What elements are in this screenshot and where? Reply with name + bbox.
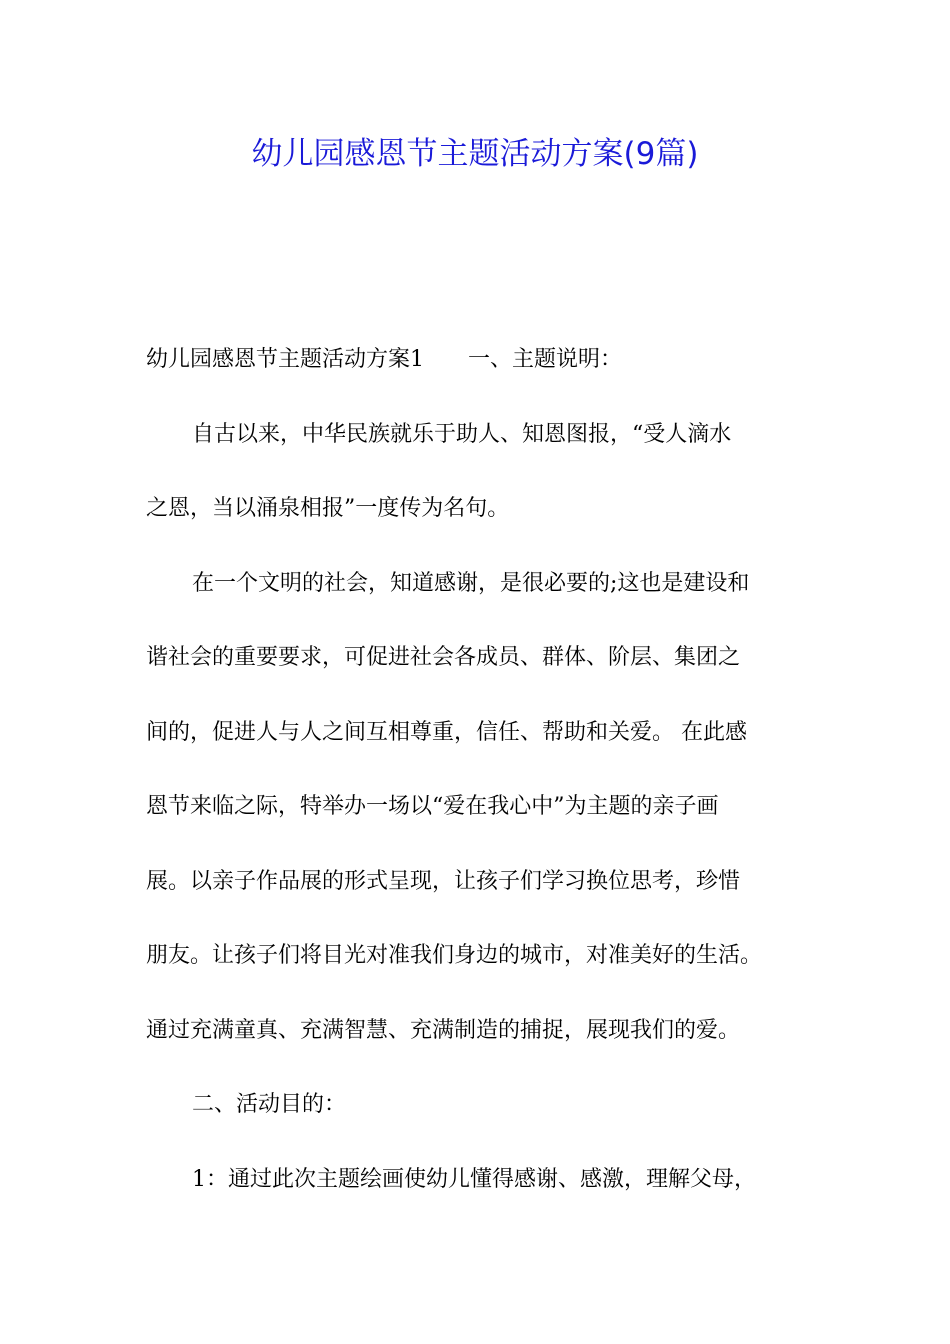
paragraph-line: 谐社会的重要要求，可促进社会各成员、群体、阶层、集团之 (146, 645, 741, 670)
paragraph-line: 恩节来临之际，特举办一场以“爱在我心中”为主题的亲子画 (146, 794, 719, 819)
subheading-theme: 一、主题说明： (468, 347, 623, 372)
document-body (146, 334, 836, 1228)
document-title: 幼儿园感恩节主题活动方案(9篇) (251, 136, 699, 172)
subheading-purpose: 二、活动目的： (192, 1092, 347, 1117)
paragraph-line: 展。以亲子作品展的形式呈现，让孩子们学习换位思考，珍惜 (146, 868, 741, 894)
section-heading-line (146, 334, 836, 385)
paragraph-line: 之恩，当以涌泉相报”一度传为名句。 (146, 496, 510, 521)
paragraph-line: 间的，促进人与人之间互相尊重，信任、帮助和关爱。 在此感 (146, 719, 747, 745)
section-heading: 幼儿园感恩节主题活动方案1 (146, 347, 424, 372)
paragraph-line: 自古以来，中华民族就乐于助人、知恩图报，“受人滴水 (192, 421, 732, 447)
list-item: 1：通过此次主题绘画使幼儿懂得感谢、感激，理解父母， (192, 1166, 756, 1192)
paragraph-line: 朋友。让孩子们将目光对准我们身边的城市，对准美好的生活。 (146, 943, 763, 968)
paragraph-line: 通过充满童真、充满智慧、充满制造的捕捉，展现我们的爱。 (146, 1017, 741, 1043)
paragraph-line: 在一个文明的社会，知道感谢，是很必要的;这也是建设和 (192, 570, 750, 596)
